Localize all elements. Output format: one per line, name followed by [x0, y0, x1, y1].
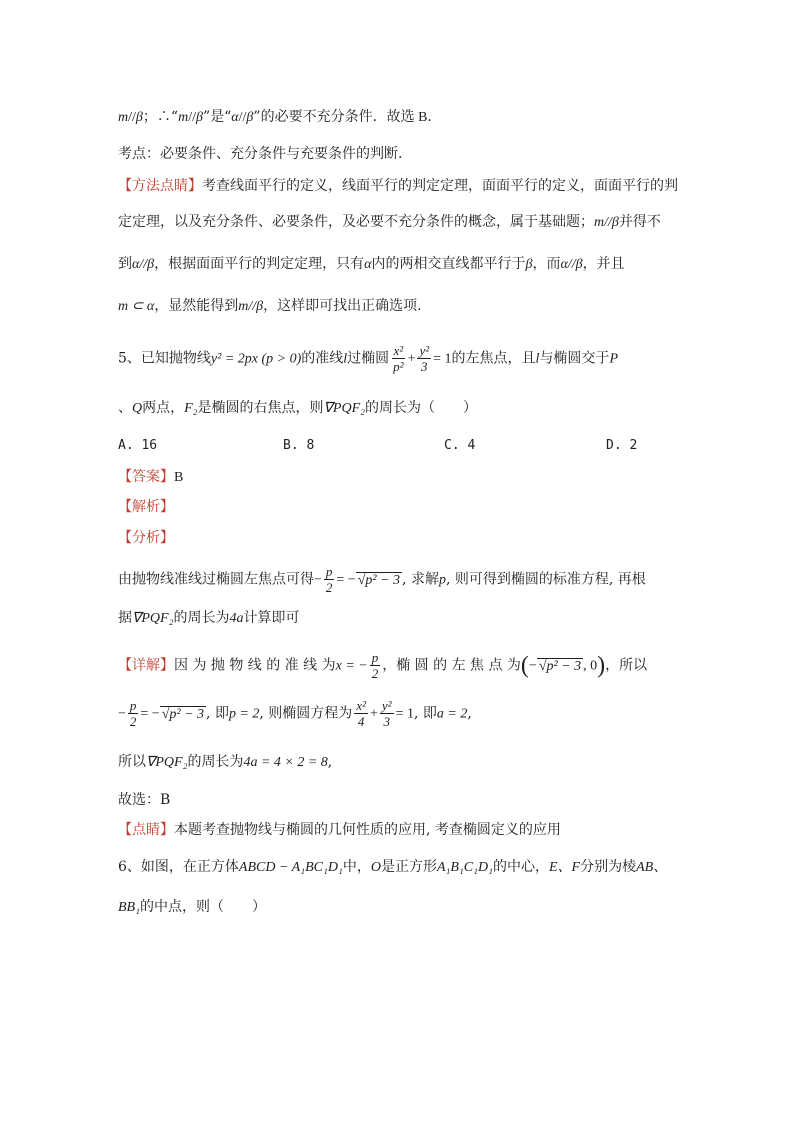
sqrt: √p² − 3: [538, 658, 582, 674]
text: 、: [118, 400, 132, 416]
option-c: C. 4: [444, 438, 476, 453]
math-x-eq: x = −: [335, 658, 368, 674]
text-line: [118, 212, 661, 233]
math-m: m: [118, 110, 129, 125]
detail-line: [118, 650, 647, 681]
math-beta: β: [135, 110, 143, 125]
text: ,: [327, 754, 333, 770]
jiexi-tag: 【解析】: [118, 499, 174, 515]
analysis-line: [118, 608, 299, 629]
text: ，显然能得到: [154, 298, 239, 314]
text: 6、如图，在正方体: [118, 859, 239, 875]
question-6-cont: [118, 897, 266, 918]
text-line: [118, 296, 422, 317]
parallel-symbol: //: [128, 110, 136, 125]
option-a: A. 16: [118, 438, 158, 453]
text: 的准线: [301, 350, 344, 367]
text: 由抛物线准线过椭圆左焦点可得: [118, 571, 314, 588]
equals: = 1: [433, 351, 452, 367]
sqrt: √p² − 3: [161, 706, 205, 722]
text: 与椭圆交于: [539, 350, 610, 367]
denominator: 2: [129, 714, 137, 729]
fraction: [128, 698, 139, 729]
equals: = −: [140, 706, 160, 722]
text: 内的两相交直线都平行于: [371, 256, 526, 272]
answer-letter: B．: [414, 110, 442, 125]
math-p-eq: p = 2: [228, 706, 260, 722]
text: ,: [467, 705, 472, 722]
denominator: 4: [357, 714, 365, 729]
text: 的左焦点，且: [451, 350, 536, 367]
text: ，这样即可找出正确选项.: [263, 298, 422, 314]
fraction: [370, 650, 381, 681]
question-5: [118, 343, 618, 374]
analysis-line: [118, 564, 646, 595]
math-beta: β: [195, 110, 203, 125]
answer-tag: 【答案】: [118, 469, 174, 485]
method-tag: 【方法点睛】: [118, 178, 202, 194]
text: , 则可得到椭圆的标准方程, 再根: [445, 571, 646, 588]
text: , 则椭圆方程为: [259, 705, 353, 722]
text: 5、已知抛物线: [118, 350, 211, 367]
triangle-PQF2: ∇PQF₂: [132, 611, 174, 626]
math-perimeter: 4a = 4 × 2 = 8: [243, 755, 328, 770]
denominator: 3: [383, 714, 390, 729]
triangle-PQF2: ∇PQF₂: [323, 401, 365, 416]
text: 的周长为: [187, 754, 244, 770]
fraction: [324, 564, 335, 595]
text: ”是“: [202, 109, 232, 125]
numerator: p: [129, 698, 137, 713]
text: 的中点，则（ ）: [139, 899, 266, 915]
denominator: 2: [371, 666, 379, 681]
math-inline: m//β: [594, 215, 619, 230]
math-Q: Q: [132, 401, 143, 416]
math-BB1: BB₁: [118, 900, 140, 915]
text: 是正方形: [380, 859, 437, 875]
fraction: [417, 343, 431, 374]
math-m: m: [178, 110, 189, 125]
math-inline: m ⊂ α: [118, 299, 155, 314]
parallel-symbol: //: [188, 110, 196, 125]
coordinate: , 0: [583, 658, 598, 674]
math-p: p: [438, 572, 446, 588]
text: 所以: [118, 754, 146, 770]
text: 考查线面平行的定义，线面平行的判定定理，面面平行的定义，面面平行的判: [202, 178, 678, 194]
answer-value: B: [174, 470, 184, 485]
math-alpha: α: [231, 110, 239, 125]
sqrt-content: p² − 3: [365, 572, 401, 588]
math-inline: α//β: [132, 257, 155, 272]
detail-line: [118, 752, 332, 773]
plus: +: [369, 706, 378, 722]
text: 的中心，: [492, 859, 549, 875]
text: ；∴“: [142, 109, 179, 125]
text: 是椭圆的右焦点，则: [197, 400, 324, 416]
fenxi-tag: 【分析】: [118, 530, 174, 546]
fraction: [391, 343, 405, 374]
math-l: l: [535, 351, 540, 367]
detail-line: [118, 698, 472, 729]
math-P: P: [609, 351, 618, 367]
text: ，根据面面平行的判定定理，只有: [154, 256, 365, 272]
paren: ): [597, 652, 606, 679]
text: 因 为 抛 物 线 的 准 线 为: [174, 657, 336, 674]
text: 计算即可: [243, 610, 300, 626]
minus: −: [118, 706, 126, 722]
text-line: [118, 254, 625, 275]
fraction: [354, 698, 368, 729]
numerator: y²: [419, 343, 430, 358]
text: ，并且: [582, 256, 625, 272]
math-inline: m//β: [238, 299, 264, 314]
triangle-PQF2: ∇PQF₂: [146, 755, 188, 770]
math-l: l: [343, 351, 348, 367]
math-O: O: [370, 860, 381, 875]
numerator: x²: [393, 343, 404, 358]
math-4a: 4a: [229, 611, 244, 626]
math-square: A₁B₁C₁D₁: [436, 860, 493, 875]
denominator: 3: [421, 359, 428, 374]
equals: = −: [336, 572, 356, 588]
parabola-equation: y² = 2px (p > 0): [210, 351, 302, 367]
text-line: [118, 107, 441, 128]
dianjing-line: [118, 820, 561, 840]
text: 本题考查抛物线与椭圆的几何性质的应用, 考查椭圆定义的应用: [174, 822, 561, 838]
text: ，椭 圆 的 左 焦 点 为: [382, 657, 521, 674]
detail-tag: 【详解】: [118, 657, 174, 674]
text: ，而: [532, 256, 561, 272]
text: 两点，: [142, 400, 185, 416]
numerator: y²: [381, 698, 392, 713]
text: 到: [118, 256, 132, 272]
minus: −: [314, 572, 322, 588]
fraction: [380, 698, 394, 729]
text: 的周长为（ ）: [365, 400, 477, 416]
math-cube: ABCD − A₁BC₁D₁: [238, 860, 343, 875]
equals: = 1: [395, 706, 414, 722]
math-inline: α//β: [560, 257, 583, 272]
question-5-cont: [118, 398, 477, 419]
kaodian-line: 考点：必要条件、充分条件与充要条件的判断.: [118, 146, 403, 162]
numerator: p: [371, 650, 379, 665]
text: 中，: [342, 859, 371, 875]
text: , 即: [206, 705, 229, 722]
paren: (: [520, 652, 529, 679]
text: 分别为棱: [580, 859, 637, 875]
text: 的周长为: [173, 610, 230, 626]
parallel-symbol: //: [238, 110, 247, 125]
option-b: B. 8: [283, 438, 315, 453]
method-line: [118, 176, 678, 196]
text: 、: [653, 859, 668, 875]
text: 过椭圆: [347, 350, 390, 367]
sqrt-content: p² − 3: [546, 658, 582, 674]
math-beta: β: [525, 257, 533, 272]
math-F2: F₂: [184, 401, 198, 416]
dianjing-tag: 【点睛】: [118, 822, 174, 838]
text: , 求解: [402, 571, 439, 588]
sqrt-content: p² − 3: [169, 706, 205, 722]
math-beta: β: [246, 110, 254, 125]
sqrt: √p² − 3: [357, 572, 401, 588]
text: 并得不: [618, 214, 661, 230]
math-EF: E、F: [548, 860, 581, 875]
answer-line: [118, 467, 183, 488]
text: 定定理，以及充分条件、必要条件，及必要不充分条件的概念，属于基础题；: [118, 214, 594, 230]
text: ”的必要不充分条件．故选: [253, 109, 415, 125]
minus: −: [528, 658, 537, 674]
numerator: p: [325, 564, 333, 579]
denominator: 2: [325, 580, 333, 595]
math-alpha: α: [364, 257, 372, 272]
text: , 即: [413, 705, 437, 722]
denominator: p²: [393, 359, 404, 374]
option-d: D. 2: [606, 438, 638, 453]
math-a-eq: a = 2: [436, 706, 468, 722]
text: 据: [118, 610, 132, 626]
numerator: x²: [356, 698, 366, 713]
final-answer-line: 故选：B: [118, 792, 171, 808]
text: ，所以: [605, 657, 648, 674]
question-6: [118, 857, 667, 878]
plus: +: [407, 351, 416, 367]
math-AB: AB: [636, 860, 654, 875]
